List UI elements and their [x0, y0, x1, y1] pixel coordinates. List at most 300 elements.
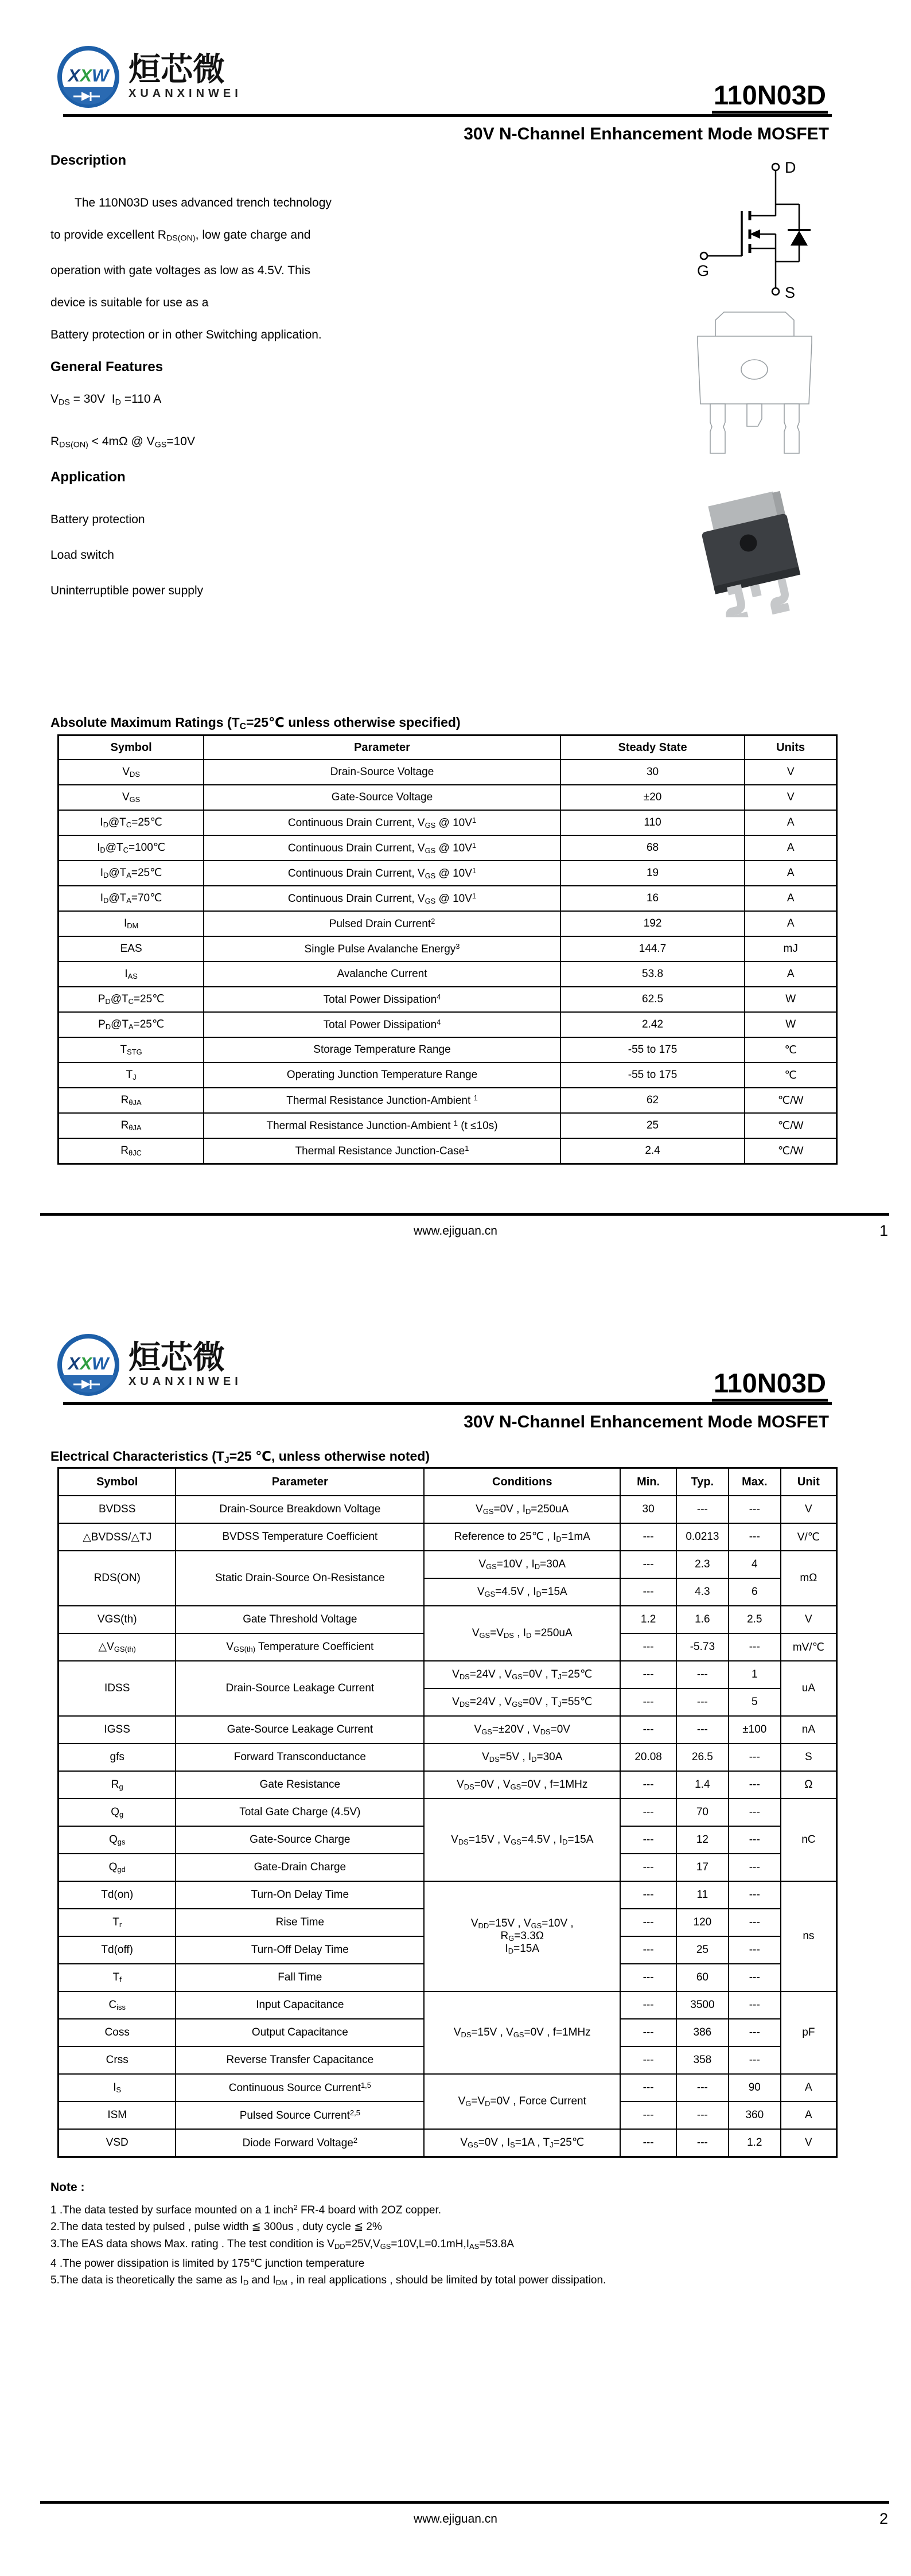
- table-cell: $I_D@T_A=25℃$: [59, 861, 204, 886]
- table-cell: $V_{GS}=0V$ , $I_D=250uA$: [424, 1496, 620, 1523]
- logo-icon: [56, 45, 120, 109]
- table-cell: nC: [781, 1799, 837, 1881]
- table-cell: 192: [560, 911, 745, 936]
- table-cell: $V_{DD}=15V$ , $V_{GS}=10V$ , $R_G=3.3\Omega$ $I_D=15A$: [424, 1881, 620, 1991]
- table-cell: ---: [620, 2129, 676, 2157]
- table-cell: Gate Threshold Voltage: [176, 1606, 424, 1633]
- table-row: [59, 835, 837, 861]
- column-header: Max.: [729, 1468, 781, 1496]
- source-label: S: [785, 284, 796, 301]
- table-cell: RDS(ON): [59, 1551, 176, 1606]
- table-row: [59, 785, 837, 810]
- table-cell: IDSS: [59, 1661, 176, 1716]
- table-cell: 2.5: [729, 1606, 781, 1633]
- header-rule: [63, 1402, 832, 1405]
- table-cell: 11: [676, 1881, 729, 1909]
- table-cell: Gate-Source Voltage: [204, 785, 560, 810]
- table-cell: Pulsed Source Current$^{2,5}$: [176, 2102, 424, 2129]
- table-cell: ℃/W: [745, 1088, 836, 1113]
- logo-cn-name: 烜芯微: [129, 51, 225, 87]
- table-cell: Operating Junction Temperature Range: [204, 1063, 560, 1088]
- table-row: [59, 1881, 837, 1909]
- table-cell: ---: [676, 1661, 729, 1688]
- table-cell: $V_{GS}=4.5V$ , $I_D=15A$: [424, 1578, 620, 1606]
- table-cell: $V_{DS}=15V$ , $V_{GS}=4.5V$ , $I_D=15A$: [424, 1799, 620, 1881]
- company-logo: [56, 1333, 242, 1397]
- table-cell: Drain-Source Leakage Current: [176, 1661, 424, 1716]
- table-cell: 144.7: [560, 936, 745, 962]
- table-cell: $V_{DS}=24V$ , $V_{GS}=0V$ , $T_J=55℃$: [424, 1688, 620, 1716]
- package-lead-right: [784, 404, 799, 453]
- table-cell: $V_{DS}=24V$ , $V_{GS}=0V$ , $T_J=25℃$: [424, 1661, 620, 1688]
- table-cell: $V_{GS}=10V$ , $I_D=30A$: [424, 1551, 620, 1578]
- column-header: Conditions: [424, 1468, 620, 1496]
- table-cell: IGSS: [59, 1716, 176, 1744]
- table-row: [59, 1088, 837, 1113]
- table-cell: Gate-Source Leakage Current: [176, 1716, 424, 1744]
- table-cell: Total Power Dissipation$^4$: [204, 987, 560, 1012]
- table-cell: uA: [781, 1661, 837, 1716]
- logo-cn-name: 烜芯微: [129, 1339, 225, 1375]
- table-cell: ---: [620, 1826, 676, 1854]
- column-header: Min.: [620, 1468, 676, 1496]
- table-cell: ---: [676, 2102, 729, 2129]
- table-cell: $V_{DS}$: [59, 760, 204, 785]
- table-row: [59, 1991, 837, 2019]
- table-cell: Reference to 25℃ , $I_D=1mA$: [424, 1523, 620, 1551]
- table-cell: ---: [620, 2019, 676, 2046]
- table-cell: 12: [676, 1826, 729, 1854]
- note-line: 4 .The power dissipation is limited by 175℃ junction temperature: [50, 2257, 365, 2270]
- table-cell: $V_{GS}=0V$ , $I_S=1A$ , $T_J=25℃$: [424, 2129, 620, 2157]
- table-cell: Drain-Source Breakdown Voltage: [176, 1496, 424, 1523]
- table-cell: 6: [729, 1578, 781, 1606]
- table-cell: Total Power Dissipation$^4$: [204, 1012, 560, 1037]
- table-cell: Forward Transconductance: [176, 1744, 424, 1771]
- table-cell: 2.4: [560, 1138, 745, 1164]
- table-cell: 62: [560, 1088, 745, 1113]
- table-cell: VSD: [59, 2129, 176, 2157]
- table-cell: 17: [676, 1854, 729, 1881]
- table-cell: ---: [676, 1716, 729, 1744]
- table-cell: Input Capacitance: [176, 1991, 424, 2019]
- notes-heading: Note :: [50, 2181, 85, 2194]
- table-cell: ---: [620, 1799, 676, 1826]
- table-row: [59, 810, 837, 835]
- column-header: Typ.: [676, 1468, 729, 1496]
- table-row: [59, 2074, 837, 2102]
- table-cell: A: [745, 962, 836, 987]
- table-cell: 1.6: [676, 1606, 729, 1633]
- table-cell: Td(off): [59, 1936, 176, 1964]
- table-cell: $Q_g$: [59, 1799, 176, 1826]
- table-cell: ---: [620, 1881, 676, 1909]
- column-header: Unit: [781, 1468, 837, 1496]
- table-cell: ---: [729, 1991, 781, 2019]
- table-cell: Ω: [781, 1771, 837, 1799]
- table-cell: 30: [620, 1496, 676, 1523]
- company-logo: [56, 45, 242, 109]
- mosfet-symbol-figure: [668, 158, 846, 305]
- table-cell: $P_D@T_C=25℃$: [59, 987, 204, 1012]
- table-row: [59, 1716, 837, 1744]
- table-cell: $Q_{gs}$: [59, 1826, 176, 1854]
- table-cell: A: [745, 810, 836, 835]
- part-number: 110N03D: [712, 80, 828, 114]
- table-row: [59, 1744, 837, 1771]
- table-cell: $I_{AS}$: [59, 962, 204, 987]
- footer-url: www.ejiguan.cn: [414, 2512, 497, 2526]
- description-line: Battery protection or in other Switching application.: [50, 328, 322, 341]
- table-cell: V: [781, 1606, 837, 1633]
- table-row: [59, 2129, 837, 2157]
- logo-monogram: XXW: [68, 65, 109, 85]
- table-cell: $T_r$: [59, 1909, 176, 1936]
- table-cell: A: [781, 2074, 837, 2102]
- table-cell: Crss: [59, 2046, 176, 2074]
- package-outline-figure: [687, 310, 822, 465]
- electrical-characteristics-table: [57, 1467, 838, 2158]
- table-cell: $Q_{gd}$: [59, 1854, 176, 1881]
- table-row: [59, 962, 837, 987]
- table-cell: A: [745, 835, 836, 861]
- table-cell: A: [745, 911, 836, 936]
- table-cell: ---: [620, 1771, 676, 1799]
- table-cell: 20.08: [620, 1744, 676, 1771]
- table-cell: ---: [620, 2074, 676, 2102]
- table-cell: $R_{\theta JC}$: [59, 1138, 204, 1164]
- package-photo-figure: [690, 491, 812, 617]
- table-cell: $V_{DS}=5V$ , $I_D=30A$: [424, 1744, 620, 1771]
- table-cell: ---: [620, 1936, 676, 1964]
- column-header: Units: [745, 736, 836, 760]
- table-row: [59, 1661, 837, 1688]
- package-hole: [741, 360, 768, 379]
- description-line: operation with gate voltages as low as 4.5V. This: [50, 263, 310, 277]
- table-cell: Total Gate Charge (4.5V): [176, 1799, 424, 1826]
- table-cell: Static Drain-Source On-Resistance: [176, 1551, 424, 1606]
- page-number: 2: [879, 2510, 888, 2527]
- table-cell: V/℃: [781, 1523, 837, 1551]
- column-header: Steady State: [560, 736, 745, 760]
- column-header: Parameter: [204, 736, 560, 760]
- table-cell: Diode Forward Voltage$^2$: [176, 2129, 424, 2157]
- table-cell: ---: [729, 1964, 781, 1991]
- header-rule: [63, 114, 832, 117]
- table-cell: ---: [620, 1854, 676, 1881]
- table-cell: ---: [729, 2019, 781, 2046]
- table-cell: $V_{GS}$: [59, 785, 204, 810]
- table-cell: 25: [560, 1113, 745, 1138]
- table-cell: ---: [620, 1551, 676, 1578]
- table-cell: ---: [729, 2046, 781, 2074]
- table-cell: ---: [620, 1578, 676, 1606]
- table-cell: $T_{STG}$: [59, 1037, 204, 1063]
- table-cell: ---: [676, 2074, 729, 2102]
- table-cell: △BVDSS/△TJ: [59, 1523, 176, 1551]
- table-cell: ±100: [729, 1716, 781, 1744]
- table-cell: $V_{DS}=15V$ , $V_{GS}=0V$ , f=1MHz: [424, 1991, 620, 2074]
- description-line: to provide excellent $R_{DS(ON)}$, low gate charge and: [50, 228, 311, 243]
- table-cell: Fall Time: [176, 1964, 424, 1991]
- table-row: [59, 1496, 837, 1523]
- table-cell: ℃/W: [745, 1138, 836, 1164]
- abs-max-heading: Absolute Maximum Ratings ($T_C=25℃$ unless otherwise specified): [50, 715, 461, 731]
- table-row: [59, 1551, 837, 1578]
- table-cell: ---: [620, 1523, 676, 1551]
- table-cell: Td(on): [59, 1881, 176, 1909]
- table-cell: ---: [620, 1964, 676, 1991]
- table-cell: V: [745, 785, 836, 810]
- feature-item: $V_{DS} = 30V$ $I_D =110$ A: [50, 392, 162, 407]
- table-cell: $I_D@T_A=70℃$: [59, 886, 204, 911]
- table-cell: 26.5: [676, 1744, 729, 1771]
- table-cell: 358: [676, 2046, 729, 2074]
- table-cell: $I_D@T_C=25℃$: [59, 810, 204, 835]
- table-cell: mV/℃: [781, 1633, 837, 1661]
- table-cell: $\triangle V_{GS(th)}$: [59, 1633, 176, 1661]
- table-cell: Output Capacitance: [176, 2019, 424, 2046]
- table-cell: ±20: [560, 785, 745, 810]
- table-cell: 360: [729, 2102, 781, 2129]
- table-cell: ---: [729, 1854, 781, 1881]
- table-cell: 30: [560, 760, 745, 785]
- table-cell: 70: [676, 1799, 729, 1826]
- table-cell: $R_{\theta JA}$: [59, 1113, 204, 1138]
- column-header: Symbol: [59, 1468, 176, 1496]
- table-cell: Thermal Resistance Junction-Ambient $^1$: [204, 1088, 560, 1113]
- table-row: [59, 861, 837, 886]
- table-cell: pF: [781, 1991, 837, 2074]
- table-cell: V: [745, 760, 836, 785]
- table-cell: Turn-Off Delay Time: [176, 1936, 424, 1964]
- footer-rule: [40, 2501, 889, 2504]
- footer-url: www.ejiguan.cn: [414, 1224, 497, 1238]
- page-number: 1: [879, 1222, 888, 1239]
- table-cell: ---: [729, 1633, 781, 1661]
- table-cell: nA: [781, 1716, 837, 1744]
- table-cell: ---: [620, 1661, 676, 1688]
- table-row: [59, 1063, 837, 1088]
- table-cell: A: [745, 886, 836, 911]
- table-cell: ---: [620, 1909, 676, 1936]
- table-row: [59, 1799, 837, 1826]
- description-line: The 110N03D uses advanced trench technology: [75, 196, 332, 209]
- page-title: 30V N-Channel Enhancement Mode MOSFET: [464, 124, 829, 143]
- note-line: 5.The data is theoretically the same as $I_D$ and $I_{DM}$ , in real applications , should be limited by total power dissipation.: [50, 2274, 606, 2287]
- gate-label: G: [697, 262, 710, 279]
- application-list: [50, 513, 203, 620]
- footer-rule: [40, 1213, 889, 1216]
- column-header: Parameter: [176, 1468, 424, 1496]
- logo-icon: [56, 1333, 120, 1397]
- table-cell: 25: [676, 1936, 729, 1964]
- table-cell: 1: [729, 1661, 781, 1688]
- table-cell: 62.5: [560, 987, 745, 1012]
- table-cell: 19: [560, 861, 745, 886]
- table-cell: 1.2: [620, 1606, 676, 1633]
- table-row: [59, 1113, 837, 1138]
- table-cell: -55 to 175: [560, 1037, 745, 1063]
- table-cell: VGS(th): [59, 1606, 176, 1633]
- description-text: [50, 187, 475, 351]
- table-cell: 0.0213: [676, 1523, 729, 1551]
- logo-text: [129, 45, 242, 100]
- table-cell: 110: [560, 810, 745, 835]
- page-title: 30V N-Channel Enhancement Mode MOSFET: [464, 1412, 829, 1431]
- application-heading: Application: [50, 469, 126, 485]
- table-cell: $I_{DM}$: [59, 911, 204, 936]
- table-cell: -55 to 175: [560, 1063, 745, 1088]
- elec-char-heading: Electrical Characteristics ($T_J=25$ ℃, unless otherwise noted): [50, 1449, 430, 1465]
- table-cell: A: [745, 861, 836, 886]
- page-2: [0, 1288, 911, 2576]
- table-cell: ISM: [59, 2102, 176, 2129]
- logo-text: [129, 1333, 242, 1388]
- table-cell: Gate Resistance: [176, 1771, 424, 1799]
- general-features-heading: General Features: [50, 359, 163, 375]
- package-tab: [715, 312, 794, 336]
- table-cell: ---: [729, 1771, 781, 1799]
- table-cell: 2.42: [560, 1012, 745, 1037]
- table-cell: Thermal Resistance Junction-Case$^1$: [204, 1138, 560, 1164]
- table-cell: ---: [729, 1881, 781, 1909]
- note-line: 3.The EAS data shows Max. rating . The test condition is $V_{DD}=25V,V_{GS}=10V,L=0.1mH,I_{AS}=53.8A$: [50, 2238, 514, 2251]
- table-cell: Continuous Drain Current, $V_{GS}$ @ $10V^1$: [204, 835, 560, 861]
- description-line: device is suitable for use as a: [50, 295, 209, 309]
- photo-lead: [725, 589, 745, 617]
- table-cell: Reverse Transfer Capacitance: [176, 2046, 424, 2074]
- table-cell: EAS: [59, 936, 204, 962]
- table-cell: ---: [676, 2129, 729, 2157]
- table-cell: ---: [620, 1991, 676, 2019]
- drain-label: D: [785, 159, 796, 176]
- table-cell: Thermal Resistance Junction-Ambient $^1$ (t ≤10s): [204, 1113, 560, 1138]
- table-cell: W: [745, 1012, 836, 1037]
- logo-en-name: XUANXINWEI: [129, 1375, 242, 1388]
- table-cell: ---: [620, 1716, 676, 1744]
- table-cell: mJ: [745, 936, 836, 962]
- table-cell: $P_D@T_A=25℃$: [59, 1012, 204, 1037]
- table-row: [59, 1012, 837, 1037]
- table-cell: 3500: [676, 1991, 729, 2019]
- table-cell: BVDSS: [59, 1496, 176, 1523]
- table-cell: ---: [620, 2102, 676, 2129]
- table-cell: V: [781, 2129, 837, 2157]
- table-cell: -5.73: [676, 1633, 729, 1661]
- table-cell: 120: [676, 1909, 729, 1936]
- table-cell: 4.3: [676, 1578, 729, 1606]
- table-cell: 5: [729, 1688, 781, 1716]
- part-number: 110N03D: [712, 1368, 828, 1402]
- note-line: 1 .The data tested by surface mounted on a 1 inch$^2$ FR-4 board with 2OZ copper.: [50, 2203, 442, 2216]
- table-cell: ---: [729, 1826, 781, 1854]
- feature-item: $R_{DS(ON)} < 4m\Omega$ @ $V_{GS}=10V$: [50, 434, 195, 450]
- table-cell: $T_f$: [59, 1964, 176, 1991]
- table-cell: $T_J$: [59, 1063, 204, 1088]
- table-cell: Gate-Drain Charge: [176, 1854, 424, 1881]
- table-cell: Gate-Source Charge: [176, 1826, 424, 1854]
- table-cell: mΩ: [781, 1551, 837, 1606]
- table-cell: ---: [729, 1523, 781, 1551]
- table-cell: ---: [729, 1744, 781, 1771]
- table-cell: ---: [676, 1688, 729, 1716]
- table-cell: $I_S$: [59, 2074, 176, 2102]
- column-header: Symbol: [59, 736, 204, 760]
- photo-lead: [754, 585, 757, 596]
- table-cell: $V_G=V_D=0V$ , Force Current: [424, 2074, 620, 2129]
- table-cell: ---: [729, 1496, 781, 1523]
- table-cell: 68: [560, 835, 745, 861]
- table-row: [59, 987, 837, 1012]
- table-cell: ---: [620, 2046, 676, 2074]
- table-cell: ---: [729, 1799, 781, 1826]
- table-row: [59, 911, 837, 936]
- notes-list: [50, 2199, 854, 2291]
- application-item: Load switch: [50, 548, 114, 562]
- table-cell: 1.2: [729, 2129, 781, 2157]
- table-cell: 386: [676, 2019, 729, 2046]
- table-row: [59, 936, 837, 962]
- table-cell: S: [781, 1744, 837, 1771]
- table-row: [59, 760, 837, 785]
- table-cell: ns: [781, 1881, 837, 1991]
- table-cell: $C_{iss}$: [59, 1991, 176, 2019]
- table-row: [59, 1037, 837, 1063]
- table-cell: 60: [676, 1964, 729, 1991]
- table-cell: Continuous Drain Current, $V_{GS}$ @ $10V^1$: [204, 861, 560, 886]
- table-cell: 90: [729, 2074, 781, 2102]
- table-cell: V: [781, 1496, 837, 1523]
- table-cell: Turn-On Delay Time: [176, 1881, 424, 1909]
- table-cell: $R_{\theta JA}$: [59, 1088, 204, 1113]
- table-cell: W: [745, 987, 836, 1012]
- table-cell: $V_{DS}=0V$ , $V_{GS}=0V$ , f=1MHz: [424, 1771, 620, 1799]
- application-item: Battery protection: [50, 513, 145, 526]
- table-cell: ℃/W: [745, 1113, 836, 1138]
- package-lead-middle: [747, 404, 762, 426]
- table-cell: $V_{GS(th)}$ Temperature Coefficient: [176, 1633, 424, 1661]
- body-diode: [791, 231, 808, 246]
- note-line: 2.The data tested by pulsed , pulse width ≦ 300us , duty cycle ≦ 2%: [50, 2221, 382, 2233]
- absolute-maximum-ratings-table: [57, 734, 838, 1165]
- table-cell: ---: [729, 1936, 781, 1964]
- table-cell: ---: [729, 1909, 781, 1936]
- table-cell: gfs: [59, 1744, 176, 1771]
- table-cell: 2.3: [676, 1551, 729, 1578]
- table-cell: ℃: [745, 1037, 836, 1063]
- table-cell: BVDSS Temperature Coefficient: [176, 1523, 424, 1551]
- table-cell: Continuous Drain Current, $V_{GS}$ @ $10V^1$: [204, 810, 560, 835]
- table-cell: $I_D@T_C=100℃$: [59, 835, 204, 861]
- table-cell: Storage Temperature Range: [204, 1037, 560, 1063]
- logo-en-name: XUANXINWEI: [129, 87, 242, 100]
- table-cell: ---: [620, 1633, 676, 1661]
- table-cell: ---: [676, 1496, 729, 1523]
- application-item: Uninterruptible power supply: [50, 584, 204, 597]
- table-cell: Pulsed Drain Current$^2$: [204, 911, 560, 936]
- table-cell: Continuous Drain Current, $V_{GS}$ @ $10V^1$: [204, 886, 560, 911]
- mosfet-arrow: [750, 229, 760, 239]
- table-cell: A: [781, 2102, 837, 2129]
- table-cell: Single Pulse Avalanche Energy$^3$: [204, 936, 560, 962]
- table-cell: $V_{GS}=V_{DS}$ , $I_D =250uA$: [424, 1606, 620, 1661]
- table-cell: Coss: [59, 2019, 176, 2046]
- table-cell: 53.8: [560, 962, 745, 987]
- table-cell: Avalanche Current: [204, 962, 560, 987]
- logo-monogram: XXW: [68, 1353, 109, 1373]
- general-features-list: [50, 392, 195, 477]
